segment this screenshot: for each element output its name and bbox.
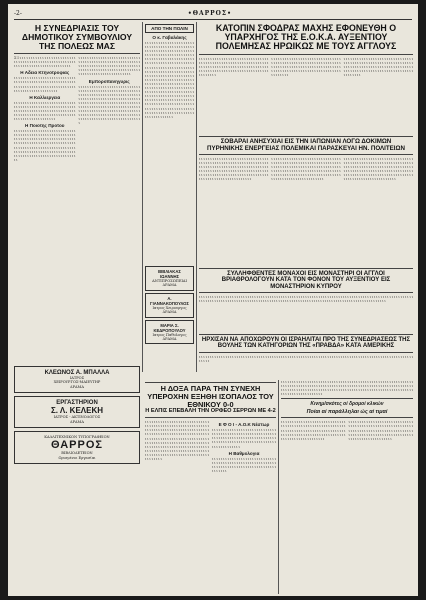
ad-line: ΔΡΑΜΑ <box>162 310 177 315</box>
ad-line: Ιατρος Χειρουργος <box>152 305 187 310</box>
column-rule <box>278 380 279 594</box>
ad-title: ΒΙΒΛΙΑΚΑΣ ΙΩΑΝΝΗΣ <box>158 269 181 279</box>
ad-line: ΧΕΙΡΟΥΡΓΟΣ-ΜΑΙΕΥΤΗΡ <box>53 380 101 385</box>
sports-headline: Η ΔΟΞΑ ΠΑΡΑ ΤΗΝ ΣΥΝΕΧΗ ΥΠΕΡΟΧΗΝ ΕΞΗΘΗ ΙΣΟΠΑΛΟΣ ΤΟΥ ΕΘΝΙΚΟΥ 0-0 <box>147 384 274 409</box>
body-text: ι ι ι ι ι ι ι ι ι ι ι ι ι ι ι ι ι ι ι ι ι ι ι ι ι ι ι ι ι ι ι ι ι ι ι ι ι ι ι ι ι ι ι ι ι ι ι ι ι ι ι ι ι ι ι ι ι ι ι ι ι ι ι ι ι ι ι ι ι ι ι ι ι ι ι ι ι ι ι ι ι ι ι ι ι ι ι ι ι ι ι ι ι ι ι ι ι ι ι ι ι ι ι ι ι ι ι ι ι ι ι ι ι ι ι ι ι ι ι ι ι ι ι ι ι ι ι ι ι ι ι ι ι ι ι ι <box>281 420 346 441</box>
ad-line: ΙΑΤΡΟΣ - ΑΚΤΙΝΟΛΟΓΟΣ <box>53 415 101 420</box>
body-text: ι ι ι ι ι ι ι ι ι ι ι ι ι ι ι ι ι ι ι ι ι ι ι ι ι ι ι ι ι ι ι ι ι ι ι ι ι ι ι ι ι ι ι ι ι ι ι ι ι ι ι ι ι ι ι ι ι ι ι ι ι ι ι ι ι ι ι ι ι ι ι ι ι ι ι ι ι ι ι ι ι ι ι ι ι ι ι ι ι ι ι ι ι ι ι ι ι ι ι ι ι ι ι ι ι ι ι ι ι ι ι ι ι ι ι ι ι ι ι ι ι ι ι ι ι ι ι ι ι ι ι ι ι ι ι ι ι ι ι ι ι ι ι ι ι ι ι ι ι ι ι ι ι ι ι ι ι ι ι ι ι ι ι ι ι ι ι ι ι ι ι ι ι ι ι ι ι ι ι ι ι ι ι ι ι ι ι ι ι ι ι ι ι ι ι ι ι ι <box>14 129 76 162</box>
left-article-headline: Η ΣΥΝΕΔΡΙΑΣΙΣ ΤΟΥ ΔΗΜΟΤΙΚΟΥ ΣΥΜΒΟΥΛΙΟΥ ΤΗΣ ΠΟΛΕΩΣ ΜΑΣ <box>21 24 133 52</box>
ad-line: Ιατρος Παθολογος <box>152 332 187 337</box>
bottom-right-column <box>281 380 413 592</box>
sports-subhead: Ε Φ Ο Ι - Α.Ο.Κ Νέστωρ <box>218 422 270 428</box>
ad-subtitle: Σ. Λ. ΚΕΛΕΚΗ <box>50 406 104 416</box>
body-text: ι ι ι ι ι ι ι ι ι ι ι ι ι ι ι ι ι ι ι ι ι ι ι ι ι ι ι ι ι ι ι ι ι ι ι ι ι ι ι ι ι ι ι ι ι ι ι ι ι ι ι ι ι ι ι ι ι ι ι ι ι ι ι ι ι ι ι ι ι ι ι ι ι ι ι ι ι ι ι ι ι ι ι ι ι ι ι ι ι ι ι ι ι ι ι ι ι ι ι ι ι ι ι ι ι ι ι ι ι ι ι ι ι ι ι ι ι ι ι ι ι ι ι ι ι ι ι ι ι ι ι ι <box>199 56 269 78</box>
body-text: ι ι ι ι ι ι ι ι ι ι ι ι ι ι ι ι ι ι ι ι ι ι ι ι ι ι ι ι ι ι ι ι ι ι ι ι ι ι ι ι ι ι ι ι ι ι ι ι ι ι ι ι ι ι ι ι ι ι ι ι ι ι ι ι ι ι ι ι ι ι ι ι ι ι ι ι ι ι ι ι ι ι ι ι ι ι ι ι ι ι ι ι ι ι ι ι ι ι ι ι ι ι ι ι ι ι ι ι ι ι ι ι ι ι ι ι ι ι ι ι ι ι ι ι ι ι ι ι ι ι ι ι ι ι ι ι ι ι ι ι ι ι ι ι ι ι ι ι ι ι ι ι ι ι ι ι ι ι ι ι ι ι ι ι ι ι ι ι ι ι ι ι ι ι ι ι ι ι ι ι ι ι <box>199 294 413 303</box>
center-ads <box>145 266 194 374</box>
japan-article <box>199 134 413 264</box>
ad-title: ΘΑΡΡΟΣ <box>50 439 104 452</box>
body-text: ι ι ι ι ι ι ι ι ι ι ι ι ι ι ι ι ι ι ι ι ι ι ι ι ι ι ι ι ι ι ι ι ι ι ι ι ι ι ι ι ι ι ι ι ι ι ι ι ι ι ι ι ι ι ι ι ι ι ι ι ι ι ι ι ι ι ι ι ι ι ι ι ι ι ι ι ι ι ι ι ι ι ι ι ι ι ι ι ι ι ι ι ι ι ι ι ι ι ι ι ι ι ι ι ι ι ι ι ι ι ι ι ι ι ι ι ι ι ι ι ι ι ι ι ι ι ι ι ι ι ι ι ι ι ι ι ι ι ι ι ι ι ι ι ι ι ι ι ι ι ι ι ι ι ι ι ι ι ι ι ι ι ι ι ι ι ι ι ι ι ι ι ι ι ι ι ι ι ι <box>199 157 269 182</box>
sports-article <box>145 380 276 592</box>
body-text: ι ι ι ι ι ι ι ι ι ι ι ι ι ι ι ι ι ι ι ι ι ι ι ι ι ι ι ι ι ι ι ι ι ι ι ι ι ι ι ι ι ι ι ι ι ι ι ι ι ι ι ι ι ι ι ι ι ι ι ι ι ι ι ι ι ι ι ι ι ι ι ι ι ι ι ι ι ι ι ι ι ι ι ι ι ι ι ι ι ι ι ι ι ι ι ι ι ι ι ι ι ι ι ι ι ι ι ι ι ι ι ι ι ι ι ι ι ι ι ι ι ι ι ι ι ι ι ι ι ι ι ι ι ι ι ι ι ι ι ι ι ι ι ι ι ι ι ι ι ι ι ι ι ι ι ι ι ι ι ι ι ι ι ι ι ι ι ι ι ι ι ι ι ι ι ι ι ι ι ι ι ι ι ι ι ι ι ι ι ι ι ι ι ι ι ι ι ι ι <box>281 380 413 397</box>
left-subhead-1: Η Αδεια Κτηνοτροφιας <box>20 70 70 76</box>
column-rule <box>196 266 197 372</box>
body-text: ι ι ι ι ι ι ι ι ι ι ι ι ι ι ι ι ι ι ι ι ι ι ι ι ι ι ι ι ι ι ι ι ι ι ι ι ι ι ι ι ι ι ι ι ι ι ι ι ι ι ι ι ι ι ι ι ι ι ι ι ι ι ι ι ι ι ι ι ι ι ι ι ι ι ι ι ι ι ι ι ι ι ι ι ι ι ι ι ι ι ι ι ι ι ι ι ι ι ι ι ι ι ι ι ι ι ι ι ι ι ι ι ι ι ι ι ι ι ι ι ι ι ι ι ι ι ι ι ι <box>212 428 276 449</box>
sports-subheadline: Η ΕΛΠΙΣ ΕΠΕΒΑΛΗ ΤΗΝ ΟΡΦΕΟ ΣΕΡΡΩΝ ΜΕ 4-2 <box>145 408 276 415</box>
cyprus-article <box>199 24 413 132</box>
bottom-right-title: Κινημ/σκότες οί δρομοί κλικών <box>310 401 384 408</box>
masthead <box>14 8 412 20</box>
ad-line: ΙΑΤΡΟΣ <box>69 376 85 380</box>
city-news-title: ΑΠΟ ΤΗΝ ΠΟΛΙΝ <box>151 26 188 31</box>
left-ads <box>14 366 140 592</box>
ad-box <box>14 396 140 428</box>
ad-box <box>14 366 140 393</box>
paper-name: •ΘΑΡΡΟΣ• <box>187 10 232 17</box>
ad-box <box>145 266 194 291</box>
column-rule <box>196 22 197 266</box>
monks-article <box>199 266 413 330</box>
ad-line: ΔΡΑΜΑ <box>70 419 84 424</box>
israel-headline: ΗΡΧΙΣΑΝ ΝΑ ΑΠΟΧΩΡΟΥΝ ΟΙ ΙΣΡΑΗΛΙΤΑΙ ΠΡΟ ΤΗΣ ΣΥΝΕΔΡΙΑΣΕΩΣ ΤΗΣ ΒΟΥΛΗΣ ΤΩΝ ΚΑΤΗΓΟΡΙΩΝ ΤΗΣ «ΠΡΑΒΔΑ» ΚΑΤΑ ΑΜΕΡΙΚΗΣ <box>201 337 411 350</box>
ad-line: ΒΙΒΛΙΟΔΕΤΕΙΟΝ <box>61 451 93 456</box>
body-text: ι ι ι ι ι ι ι ι ι ι ι ι ι ι ι ι ι ι ι ι ι ι ι ι ι ι ι ι ι ι ι ι ι ι ι ι ι ι ι ι ι ι ι ι ι ι ι ι ι ι ι ι ι ι ι ι ι ι ι ι ι ι ι ι ι ι ι ι ι ι ι ι ι ι ι ι ι ι ι ι ι ι ι ι ι ι ι ι ι ι ι ι ι ι ι ι ι ι ι ι ι ι ι ι ι ι ι ι ι ι ι ι ι ι ι ι ι ι ι ι ι ι ι ι ι ι ι ι ι ι ι ι ι ι ι ι ι ι ι ι ι ι ι ι ι ι ι ι ι ι ι ι ι ι ι ι ι ι ι ι ι ι ι ι ι ι ι ι ι ι ι ι ι ι ι ι ι ι ι ι ι ι ι ι ι ι ι ι ι ι ι ι ι ι ι ι ι ι ι ι ι ι ι ι ι ι ι ι ι ι ι ι ι ι ι ι ι ι ι ι ι ι ι ι ι ι ι ι ι ι ι ι ι ι ι ι ι ι ι ι ι ι ι ι ι ι ι ι ι ι ι ι ι <box>78 84 140 126</box>
ad-line: Ωρισμένοι Εργασίαι <box>58 455 96 460</box>
body-text: ι ι ι ι ι ι ι ι ι ι ι ι ι ι ι ι ι ι ι ι ι ι ι ι ι ι ι ι ι ι ι ι ι ι ι ι ι ι ι ι ι ι ι ι ι ι ι ι ι ι ι ι ι ι ι ι ι ι ι ι ι ι ι ι ι ι ι ι ι ι ι ι ι ι ι ι ι ι ι ι ι ι ι ι ι ι ι ι ι ι ι ι ι ι ι ι ι ι ι ι ι ι <box>199 354 413 363</box>
body-text: ι ι ι ι ι ι ι ι ι ι ι ι ι ι ι ι ι ι ι ι ι ι ι ι ι ι ι ι ι ι ι ι ι ι ι ι ι ι ι ι ι ι ι ι ι ι ι ι ι ι ι ι ι ι ι ι ι ι ι ι ι ι ι ι ι ι ι ι ι ι ι ι ι ι ι ι ι ι ι ι ι ι ι ι ι ι ι ι ι ι ι ι ι ι ι ι ι ι ι ι ι ι ι ι ι ι ι ι ι ι ι ι ι ι ι ι ι ι ι ι ι ι ι ι ι ι ι ι ι ι ι ι ι ι ι ι <box>78 56 140 77</box>
ad-line: ΔΡΑΜΑ <box>162 337 177 342</box>
left-subhead-2: Η Καλλιεργεια <box>29 94 61 100</box>
bottom-right-headline: Ποίαι αί παράλληλαι ώς αί τιμαί <box>306 409 388 416</box>
ad-title: Α. ΓΙΑΝΝΑΚΟΠΟΥΛΟΣ <box>150 295 189 306</box>
ad-box <box>14 431 140 464</box>
column-rule <box>142 22 143 266</box>
column-rule <box>142 266 143 372</box>
monks-headline: ΣΥΛΛΗΦΘΕΝΤΕΣ ΜΟΝΑΧΟΙ ΕΙΣ ΜΟΝΑΣΤΗΡΙ ΟΙ ΑΓΓΛΟΙ ΒΡΙΑΘΡΟΛΟΓΟΥΝ ΚΑΤΑ ΤΟΝ ΦΟΝΟΝ ΤΟΥ ΑΥΞΕΝΤΙΟΥ ΕΙΣ ΜΟΝΑΣΤΗΡΙΟΝ ΚΥΠΡΟΥ <box>221 271 391 290</box>
left-subhead-4: Εμποροπανηγυρις <box>88 78 130 84</box>
ad-title: ΕΡΓΑΣΤΗΡΙΟΝ <box>56 400 98 407</box>
ad-title: ΜΑΡΙΑ Σ. ΚΕΔΡΟΠΟΥΛΟΥ <box>153 322 186 333</box>
body-text: ι ι ι ι ι ι ι ι ι ι ι ι ι ι ι ι ι ι ι ι ι ι ι ι ι ι ι ι ι ι ι ι ι ι ι ι ι ι ι ι ι ι ι ι ι ι ι ι ι ι ι ι ι ι ι ι ι ι ι ι ι ι ι ι ι ι ι ι ι ι ι ι ι ι ι ι ι ι ι ι ι ι ι ι ι ι ι ι ι ι ι ι ι ι ι ι ι ι ι ι ι ι ι ι ι ι ι ι ι ι ι ι ι ι ι ι ι ι ι ι ι ι ι ι ι ι ι ι ι ι ι ι ι ι ι ι ι ι ι ι ι ι ι ι ι ι ι ι ι ι ι ι ι ι ι ι ι ι ι ι ι ι ι ι ι ι ι ι ι ι ι ι ι ι ι ι ι ι ι ι ι ι ι ι ι ι ι ι ι ι ι ι ι ι ι ι ι ι ι ι ι ι ι ι ι ι ι ι ι ι ι ι ι ι ι ι ι ι ι ι ι ι ι ι ι ι ι ι ι ι ι ι ι ι ι ι ι ι ι ι ι ι ι ι ι ι ι ι ι ι ι ι ι ι ι ι ι ι ι ι ι ι ι ι ι ι ι ι ι <box>145 420 209 461</box>
ad-line: ΚΑΛΛΙΤΕΧΝΙΚΟΝ ΤΥΠΟΓΡΑΦΕΙΟΝ <box>44 435 110 440</box>
ad-box <box>145 320 194 345</box>
page-number: -2- <box>14 10 22 17</box>
body-text: ι ι ι ι ι ι ι ι ι ι ι ι ι ι ι ι ι ι ι ι ι ι ι ι ι ι ι ι ι ι ι ι ι ι ι ι ι ι ι ι ι ι ι ι ι ι ι ι ι ι ι ι ι ι ι ι ι ι ι ι ι ι ι ι ι ι ι ι ι ι ι ι ι ι ι ι ι ι ι ι ι ι ι ι ι ι ι ι ι ι ι ι ι ι ι ι ι ι ι ι ι ι ι ι ι ι ι ι ι ι ι ι ι ι ι ι ι ι ι ι ι ι ι ι ι ι ι ι ι ι ι ι ι ι ι ι <box>348 420 413 441</box>
body-text: ι ι ι ι ι ι ι ι ι ι ι ι ι ι ι ι ι ι ι ι ι ι ι ι ι ι ι ι ι ι ι ι ι ι ι ι ι ι ι ι ι ι ι ι ι ι ι ι ι ι ι ι ι ι ι ι ι ι ι ι ι ι ι ι ι ι ι ι ι ι ι ι ι ι ι ι ι ι ι ι ι ι ι ι ι ι ι ι ι ι ι ι ι ι ι ι ι ι ι ι ι ι ι ι <box>14 76 76 93</box>
ad-line: ΑΝΤΙΠΡΟΣΩΠΕΙΑΙ <box>152 279 187 283</box>
newspaper-page <box>8 4 418 596</box>
cyprus-headline: ΚΑΤΟΠΙΝ ΣΦΟΔΡΑΣ ΜΑΧΗΣ ΕΦΟΝΕΥΘΗ Ο ΥΠΑΡΧΗΓΟΣ ΤΗΣ Ε.Ο.Κ.Α. ΑΥΞΕΝΤΙΟΥ ΠΟΛΕΜΗΣΑΣ ΗΡΩΙΚΩΣ ΜΕ ΤΟΥΣ ΑΓΓΛΟΥΣ <box>215 24 397 52</box>
ad-box <box>145 293 194 318</box>
israel-article <box>199 332 413 378</box>
center-top-column <box>145 24 194 264</box>
ad-line: ΔΡΑΜΑ <box>70 384 84 389</box>
body-text: ι ι ι ι ι ι ι ι ι ι ι ι ι ι ι ι ι ι ι ι ι ι ι ι ι ι ι ι ι ι ι ι ι ι ι ι ι ι ι ι ι ι ι ι ι ι ι ι ι ι ι ι ι ι ι ι ι ι ι ι ι ι ι ι ι ι ι ι ι ι ι ι ι ι ι ι ι ι ι ι ι ι ι ι ι ι ι ι ι ι ι ι ι ι <box>212 456 276 473</box>
japan-headline: ΣΟΒΑΡΑΙ ΑΝΗΣΥΧΙΑΙ ΕΙΣ ΤΗΝ ΙΑΠΩΝΙΑΝ ΛΟΓΩ ΔΟΚΙΜΩΝ ΠΥΡΗΝΙΚΗΣ ΕΝΕΡΓΕΙΑΣ ΠΟΛΕΜΙΚΑΙ ΠΑΡΑΣΚΕΥΑΙ ΗΝ. ΠΟΛΙΤΕΙΩΝ <box>207 138 405 152</box>
body-text: ι ι ι ι ι ι ι ι ι ι ι ι ι ι ι ι ι ι ι ι ι ι ι ι ι ι ι ι ι ι ι ι ι ι ι ι ι ι ι ι ι ι ι ι ι ι ι ι ι ι ι ι ι ι ι ι ι ι ι ι ι ι ι ι ι ι ι ι ι ι ι ι ι ι ι ι ι ι ι ι ι ι ι ι ι ι ι ι ι ι ι ι ι ι ι ι ι ι ι ι ι ι ι ι ι ι ι ι ι ι ι ι ι ι ι ι ι ι ι ι ι ι ι ι ι ι ι ι ι ι ι ι ι ι ι ι ι ι ι ι ι ι ι ι ι ι ι ι ι ι ι ι ι ι ι ι ι ι ι ι ι ι ι ι ι ι ι ι ι ι ι ι ι ι ι ι ι ι ι <box>271 157 341 182</box>
body-text: ι ι ι ι ι ι ι ι ι ι ι ι ι ι ι ι ι ι ι ι ι ι ι ι ι ι ι ι ι ι ι ι ι ι ι ι ι ι ι ι ι ι ι ι ι ι ι ι ι ι ι ι ι ι ι ι ι ι ι ι ι ι ι ι ι ι ι ι ι ι ι ι ι ι ι ι ι ι ι ι ι ι ι ι ι ι ι ι ι ι ι ι ι ι ι ι ι ι ι ι ι ι ι ι ι ι ι ι ι ι ι ι ι ι ι ι ι ι ι ι ι ι ι ι ι ι ι ι ι ι ι ι ι ι ι ι ι ι ι ι ι ι ι ι ι ι ι ι ι ι ι ι ι ι ι ι ι ι ι ι ι ι ι ι ι ι ι ι ι ι ι ι ι ι ι ι ι ι ι ι ι ι ι ι ι ι ι ι ι ι ι ι ι ι ι ι ι ι ι ι ι ι ι ι ι ι ι ι ι ι ι ι ι ι ι ι ι ι ι ι ι ι ι ι ι ι ι ι ι ι ι ι ι ι ι ι ι ι ι ι ι ι ι ι ι ι ι ι ι ι ι ι ι ι ι ι ι ι ι ι ι ι ι ι ι ι ι ι ι ι ι ι ι ι ι ι ι ι ι ι ι ι ι ι ι ι ι ι ι ι ι ι ι ι ι ι ι ι ι ι ι ι ι ι ι ι ι ι ι ι ι ι ι ι ι ι ι ι ι ι ι ι ι ι ι ι ι ι ι ι ι ι ι ι ι ι ι ι ι ι ι ι ι ι ι ι ι ι ι ι ι ι ι ι ι ι ι ι ι ι ι ι ι ι ι ι ι ι ι ι ι ι ι ι ι ι ι ι ι ι ι ι ι ι ι ι ι ι ι ι ι ι ι ι ι ι ι ι ι ι ι ι ι ι ι ι ι ι ι <box>145 41 194 119</box>
city-news-subhead: Ο κ. Γαβαλάκης <box>152 35 187 40</box>
left-article <box>14 24 140 362</box>
body-text: ι ι ι ι ι ι ι ι ι ι ι ι ι ι ι ι ι ι ι ι ι ι ι ι ι ι ι ι ι ι ι ι ι ι ι ι ι ι ι ι ι ι ι ι ι ι ι ι ι ι ι ι ι ι ι ι ι ι ι ι ι ι ι ι ι ι ι ι ι ι ι ι ι ι ι ι ι ι ι ι ι ι ι ι ι ι ι ι ι ι ι ι ι ι ι ι ι ι ι ι ι ι ι ι ι ι ι ι ι ι ι ι ι ι ι ι ι ι ι ι ι ι ι ι ι ι ι ι ι ι ι <box>14 100 76 122</box>
body-text: ι ι ι ι ι ι ι ι ι ι ι ι ι ι ι ι ι ι ι ι ι ι ι ι ι ι ι ι ι ι ι ι ι ι ι ι ι ι ι ι ι ι ι ι ι ι ι ι ι ι ι ι ι ι ι ι ι ι ι ι ι ι ι ι ι ι ι ι ι ι ι ι ι ι ι ι ι ι ι ι ι ι ι ι ι ι ι ι ι ι ι ι ι ι ι ι ι ι ι ι ι ι ι ι ι ι ι ι ι ι ι ι ι ι ι ι ι ι ι ι ι ι ι ι ι ι ι ι ι ι ι ι <box>271 56 341 78</box>
body-text: ι ι ι ι ι ι ι ι ι ι ι ι ι ι ι ι ι ι ι ι ι ι ι ι ι ι ι ι ι ι ι ι ι ι ι ι ι ι ι ι ι ι ι ι ι ι ι ι ι ι ι ι ι ι ι ι ι ι ι ι ι ι ι ι ι ι ι ι ι ι ι ι ι ι ι ι ι ι ι ι ι ι ι ι ι ι ι ι ι ι ι ι ι ι ι ι ι ι ι ι ι ι ι ι ι ι ι ι ι ι ι ι ι ι ι ι ι ι ι ι ι ι ι ι ι ι ι ι ι ι ι ι <box>343 56 413 78</box>
ad-title: ΚΛΕΩΝΟΣ Α. ΜΠΑΛΛΑ <box>44 370 110 376</box>
sports-subhead: Η Βαθμολογια <box>228 450 260 456</box>
body-text: ι ι ι ι ι ι ι ι ι ι ι ι ι ι ι ι ι ι ι ι ι ι ι ι ι ι ι ι ι ι ι ι ι ι ι ι ι ι ι ι ι ι ι ι ι ι ι ι ι ι ι ι ι ι ι ι ι ι ι ι ι ι ι ι ι ι ι ι ι ι ι ι ι ι ι ι ι ι ι ι ι ι ι ι ι ι ι ι ι ι ι ι ι ι ι ι ι ι ι ι ι ι ι ι ι ι ι ι ι ι ι ι ι ι ι ι ι ι ι ι ι ι ι ι ι ι ι ι ι ι ι ι ι ι ι ι ι ι ι ι ι ι ι ι ι ι ι ι ι ι ι ι ι ι ι ι ι ι ι ι ι ι ι ι ι ι ι ι ι ι ι ι ι ι ι ι ι ι ι <box>343 157 413 182</box>
body-text: Σ Ι ι ι ι ι ι ι ι ι ι ι ι ι ι ι ι ι ι ι ι ι ι ι ι ι ι ι ι ι ι ι ι ι ι ι ι ι ι ι ι ι ι ι ι ι ι ι ι ι ι ι ι ι ι ι ι ι ι ι ι ι ι ι ι ι ι ι ι ι ι ι ι ι ι ι ι ι ι ι ι <box>14 56 76 69</box>
left-subhead-3: Η Ποιοτης Προτου <box>25 123 65 129</box>
ad-line: ΔΡΑΜΑ <box>162 283 177 288</box>
